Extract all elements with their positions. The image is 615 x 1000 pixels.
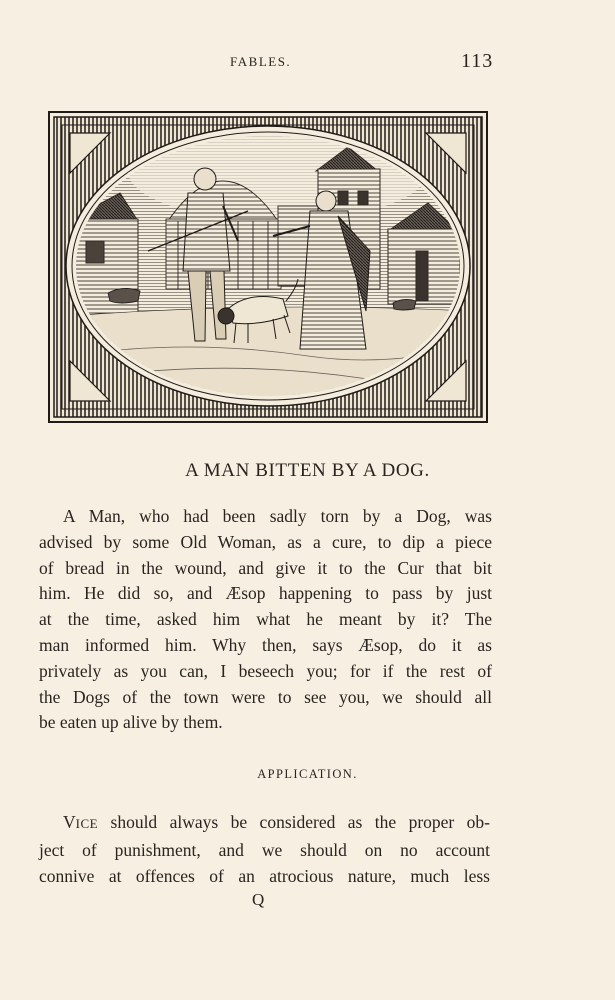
- running-head: FABLES.: [230, 54, 292, 69]
- fable-text: [39, 504, 492, 736]
- application-line: ject of punishment, and we should on no account: [39, 840, 490, 860]
- fable-line: advised by some Old Woman, as a cure, to dip a piece: [39, 531, 492, 552]
- application-line: [39, 809, 490, 837]
- application-line-text: should always be considered as the proper ob-: [98, 812, 490, 832]
- fable-title: A MAN BITTEN BY A DOG.: [185, 460, 430, 481]
- signature-mark: Q: [252, 890, 265, 909]
- initial-word: [63, 812, 98, 832]
- application-line: connive at offences of an atrocious nature, much less: [39, 866, 490, 886]
- fable-line: A Man, who had been sadly torn by a Dog, was: [63, 506, 492, 526]
- fable-line: of bread in the wound, and give it to the Cur that bit: [39, 557, 492, 578]
- fable-line: privately as you can, I beseech you; for if the rest of: [39, 660, 492, 681]
- fable-line: him. He did so, and Æsop happening to pass by just: [39, 583, 492, 604]
- fable-line: man informed him. Why then, says Æsop, do it as: [39, 634, 492, 655]
- application-heading: APPLICATION.: [257, 767, 358, 781]
- fable-line: the Dogs of the town were to see you, we should all: [39, 686, 492, 707]
- fable-line: be eaten up alive by them.: [39, 712, 223, 733]
- small-caps-rest: ICE: [75, 816, 99, 831]
- fable-line: at the time, asked him what he meant by it? The: [39, 609, 492, 630]
- page-number: 113: [461, 50, 494, 72]
- application-text: [39, 809, 490, 889]
- woodcut-illustration: [48, 111, 488, 423]
- initial-letter: V: [63, 812, 76, 832]
